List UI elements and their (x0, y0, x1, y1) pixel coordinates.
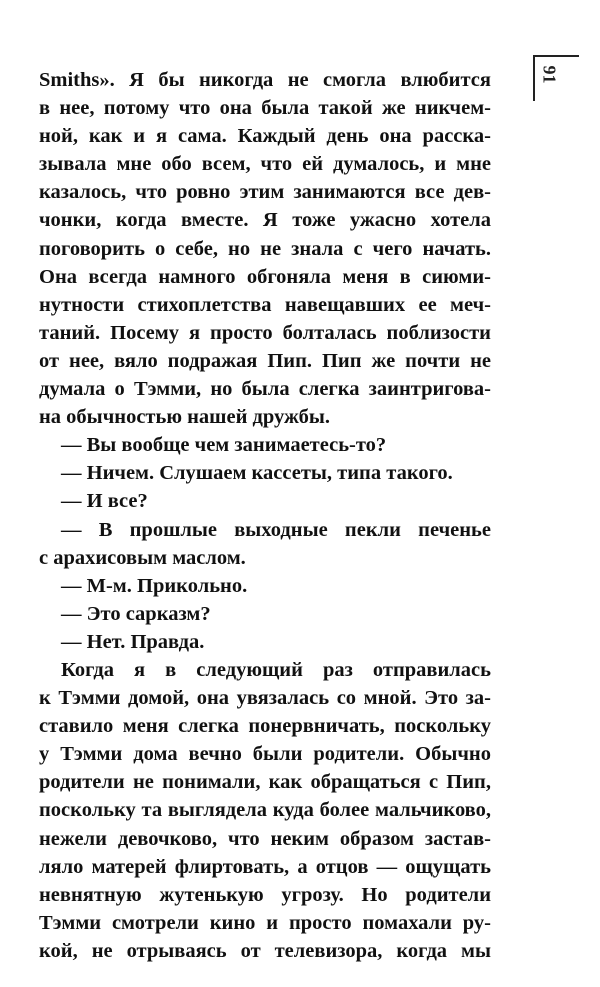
text-line: — Нет. Правда. (61, 630, 205, 653)
text-line: — Вы вообще чем занимаетесь-то? (61, 434, 387, 457)
text-line: ляло матерей флиртовать, а отцов — ощущать (39, 855, 491, 878)
text-line: с арахисовым маслом. (39, 546, 246, 569)
text-line: поговорить о себе, но не знала с чего начать. (39, 237, 491, 260)
text-line: — В прошлые выходные пекли печенье (61, 518, 491, 541)
text-line: Тэмми смотрели кино и просто помахали ру- (39, 911, 491, 934)
text-line: на обычностью нашей дружбы. (39, 406, 330, 429)
text-line: — Это сарказм? (61, 602, 211, 625)
text-line: в нее, потому что она была такой же никчем- (39, 97, 491, 120)
text-line: — И все? (61, 490, 148, 513)
text-line: нутности стихоплетства навещавших ее меч- (39, 293, 491, 316)
text-line: — М-м. Прикольно. (61, 574, 248, 597)
text-line: ставило меня слегка понервничать, поскольку (39, 715, 491, 738)
text-line: ной, как и я сама. Каждый день она расска- (39, 125, 491, 148)
page-number: 91 (539, 65, 560, 84)
text-line: зывала мне обо всем, что ей думалось, и мне (39, 153, 491, 176)
text-line: чонки, когда вместе. Я тоже ужасно хотела (39, 209, 491, 232)
text-line: Smiths». Я бы никогда не смогла влюбится (39, 69, 491, 91)
text-line: таний. Посему я просто болталась поблизости (39, 321, 491, 344)
text-line: у Тэмми дома вечно были родители. Обычно (39, 743, 491, 766)
text-line: поскольку та выглядела куда более мальчиково, (39, 799, 491, 822)
text-line: невнятную жутенькую угрозу. Но родители (39, 883, 491, 906)
text-line: Когда я в следующий раз отправилась (61, 658, 491, 681)
text-line: — Ничем. Слушаем кассеты, типа такого. (61, 462, 453, 485)
text-line: родители не понимали, как обращаться с Пип, (39, 771, 491, 794)
text-line: к Тэмми домой, она увязалась со мной. Это за- (39, 687, 491, 710)
text-line: Она всегда намного обгоняла меня в сиюми- (39, 265, 491, 288)
page-body (39, 66, 491, 965)
text-line: нежели девочково, что неким образом застав- (39, 827, 491, 850)
text-line: от нее, вяло подражая Пип. Пип же почти не (39, 349, 491, 372)
text-line: кой, не отрываясь от телевизора, когда мы (39, 939, 491, 962)
text-line: думала о Тэмми, но была слегка заинтригова- (39, 378, 491, 401)
text-line: казалось, что ровно этим занимаются все дев- (39, 181, 491, 204)
